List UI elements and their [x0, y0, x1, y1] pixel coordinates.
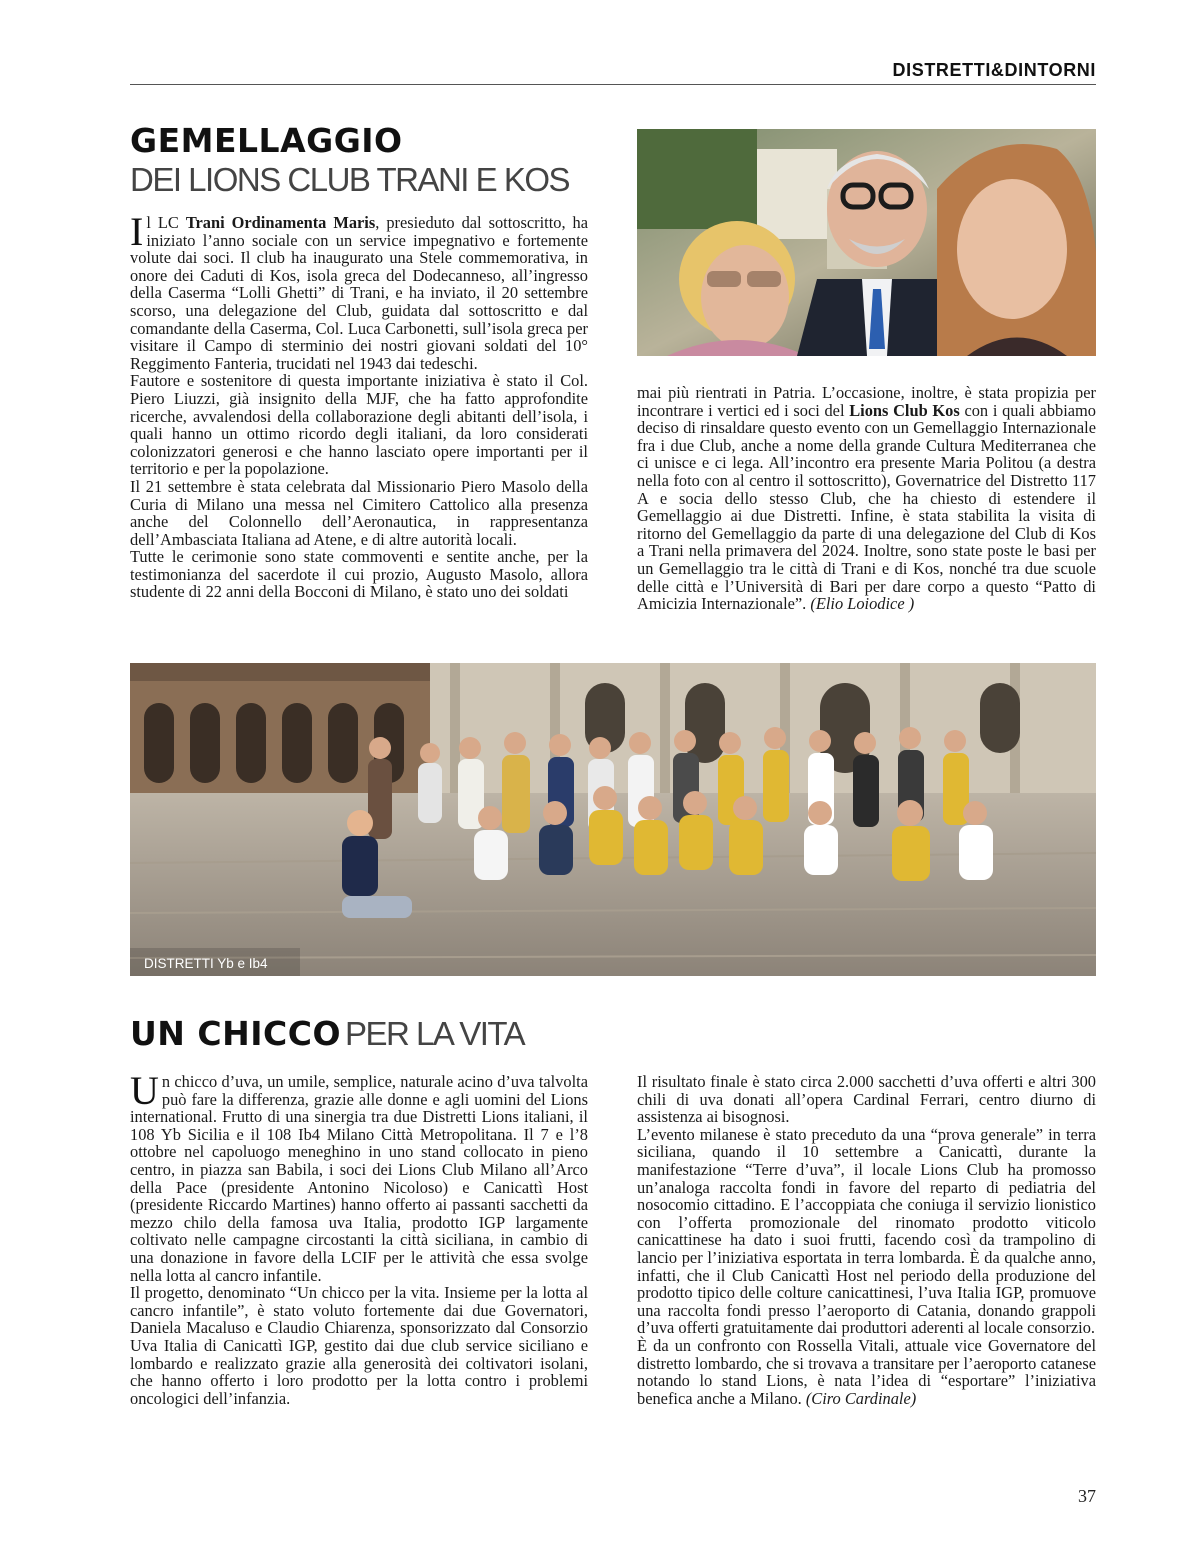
group-photo-illustration	[130, 663, 1096, 976]
article2-dropcap: U	[130, 1068, 159, 1113]
text-run: È da un confronto con Rossella Vitali, attuale vice Governatore del distretto lombardo, che si trovava a transitare per l’aeroporto catanese notando lo stand Lions, è nata l’idea di “esportare” l’iniziativa benefica anche a Milano.	[637, 1335, 1096, 1408]
selfie-photo-illustration	[637, 129, 1096, 356]
section-label: DISTRETTI&DINTORNI	[892, 60, 1096, 80]
text-run: mai più rientrati in Patria. L’occasione, inoltre, è stata propizia per incontrare i vertici ed i soci del	[637, 383, 1096, 420]
article1-dropcap: I	[130, 209, 144, 254]
article1-paragraph-3: Il 21 settembre è stata celebrata dal Missionario Piero Masolo della Curia di Milano una messa nel Cimitero Cattolico alla presenza anche del Colonnello dell’Aeronautica, in rappresentanza dell’Ambasciata Italiana ad Atene, e di altre autorità locali.	[130, 476, 588, 549]
club-name-kos: Lions Club Kos	[849, 400, 960, 420]
article2-paragraph-1: n chicco d’uva, un umile, semplice, naturale acino d’uva talvolta può fare la differenza, grazie alle donne e agli uomini del Lions international. Frutto di una sinergia tra due Distretti Lions italiani, il 108 Yb Sicilia e il 108 Ib4 Milano Città Metropolitana. Il 7 e l’8 ottobre nel capoluogo meneghino in uno stand collocato in pieno centro, in piazza san Babila, i soci dei Lions Club Milano all’Arco della Pace (presidente Antonino Nicoloso) e Canicattì Host (presidente Riccardo Martines) hanno offerto ai passanti sacchetti da mezzo chilo della famosa uva Italia, prodotto IGP largamente coltivato nelle campagne circostanti la città siciliana, in cambio di una donazione in favore della LCIF per le attività che essa svolge nella lotta al cancro infantile.	[130, 1072, 588, 1285]
article1-paragraph-5	[637, 384, 1096, 613]
article1-paragraph-2: Fautore e sostenitore di questa importante iniziativa è stato il Col. Piero Liuzzi, già insignito della MJF, che ha fatto approfondite ricerche, avvalendosi della collaborazione degli abitanti dell’isola, i quali hanno un ottimo ricordo degli italiani, da loro considerati colonizzatori generosi e che hanno lasciato opere importanti per il territorio e per la popolazione.	[130, 371, 588, 479]
photo-caption: DISTRETTI Yb e Ib4	[144, 956, 268, 971]
article2-title-light: PER LA VITA	[345, 1015, 525, 1052]
article1-title: GEMELLAGGIO	[130, 121, 403, 160]
text-run: , presieduto dal sottoscritto, ha iniziato l’anno sociale con un service impegnativo e fortemente volute dai soci. Il club ha inaugurato una Stele commemorativa, in onore dei Caduti di Kos, isola greca del Dodecanneso, all’ingresso della Caserma “Lolli Ghetti” di Trani, e ha inviato, il 20 settembre scorso, una delegazione del Club, guidata dal sottoscritto e dal comandante della Caserma, Col. Luca Carbonetti, sull’isola greca per visitare il Campo di sterminio dei nostri giovani soldati del 10° Reggimento Fanteria, trucidati nel 1943 dai tedeschi.	[130, 213, 588, 373]
header-rule	[130, 84, 1096, 85]
club-name-trani: Trani Ordinamenta Maris	[185, 213, 376, 232]
article2-signature: (Ciro Cardinale)	[805, 1388, 917, 1408]
text-run: l LC	[146, 213, 186, 232]
article1-photo	[637, 129, 1096, 356]
article2-column-1	[130, 1068, 588, 1408]
article2-paragraph-2: Il progetto, denominato “Un chicco per la vita. Insieme per la lotta al cancro infantile”, è stato voluto fortemente dai due Governatori, Daniela Macaluso e Claudio Chiarenza, sponsorizzato dal Consorzio Uva Italia di Canicattì IGP, gestito dai due club service siciliano e lombardo e realizzato grazie alla generosità dei coltivatori isolani, che hanno offerto i loro prodotto per la lotta contro i problemi oncologici dell’infanzia.	[130, 1283, 588, 1408]
article1-signature: (Elio Loiodice )	[810, 594, 915, 614]
article2-column-2	[637, 1073, 1096, 1407]
article2-paragraph-3: Il risultato finale è stato circa 2.000 sacchetti d’uva offerti e altri 300 chili di uva donati all’opera Cardinal Ferrari, centro diurno di assistenza ai bisognosi.	[637, 1072, 1096, 1127]
article2-paragraph-5	[637, 1337, 1096, 1407]
article2-title	[130, 1014, 525, 1053]
article1-subtitle: DEI LIONS CLUB TRANI E KOS	[130, 161, 570, 198]
page-number: 37	[1078, 1486, 1096, 1506]
article1-column-1	[130, 209, 588, 602]
group-photo	[130, 663, 1096, 976]
article2-paragraph-4: L’evento milanese è stato preceduto da una “prova generale” in terra siciliana, quando il 10 settembre a Canicattì, durante la manifestazione “Terre d’uva”, il locale Lions Club ha promosso un’analoga raccolta fondi in favore del reparto di pediatria del nosocomio cittadino. E l’accoppiata che coniuga il servizio lionistico con l’offerta promozionale del rinomato prodotto viticolo canicattinese ha dato i suoi frutti, facendo così da trampolino di lancio per l’iniziativa esportata in terra lombarda. È da qualche anno, infatti, che il Club Canicattì Host nel periodo della produzione del prodotto tipico delle colture canicattinesi, l’uva Italia IGP, promuove una raccolta fondi presso l’aeroporto di Catania, donando grappoli d’uva offerti gratuitamente dai produttori aderenti al locale consorzio.	[637, 1124, 1096, 1338]
article1-paragraph-1	[130, 209, 588, 373]
text-run: con i quali abbiamo deciso di rinsaldare questo evento con un Gemellaggio Internazionale fra i due Club, anche a nome della grande Cultura Mediterranea che ci unisce e ci lega. All’incontro era presente Maria Politou (a destra nella foto con al centro il sottoscritto), Governatrice del Distretto 117 A e socia dello stesso Club, che ha chiesto di estendere il Gemellaggio ai due Distretti. Infine, è stata stabilita la visita di ritorno del Gemellaggio da parte di una delegazione del Club di Kos a Trani nella primavera del 2024. Inoltre, sono state poste le basi per un Gemellaggio tra le città di Trani e di Kos, nonché tra due scuole delle città e l’Università di Bari per dare corpo a questo “Patto di Amicizia Internazionale”.	[637, 400, 1096, 614]
article1-paragraph-4: Tutte le cerimonie sono state commoventi e sentite anche, per la testimonianza del sacerdote il cui prozio, Augusto Masolo, allora studente di 22 anni della Bocconi di Milano, è stato uno dei soldati	[130, 547, 588, 602]
article2-title-bold: UN CHICCO	[130, 1014, 342, 1053]
article1-column-2	[637, 384, 1096, 613]
